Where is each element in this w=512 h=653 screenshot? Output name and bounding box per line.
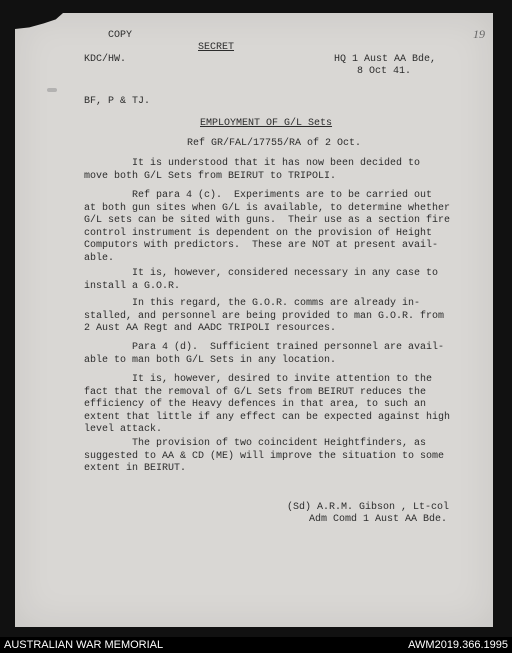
document-page	[15, 13, 493, 627]
footer-institution: AUSTRALIAN WAR MEMORIAL	[4, 639, 164, 651]
reference-line: Ref GR/FAL/17755/RA of 2 Oct.	[187, 138, 362, 149]
addressees: BF, P & TJ.	[84, 96, 151, 107]
copy-label: COPY	[108, 30, 133, 41]
paragraph-6: It is, however, desired to invite attention to the fact that the removal of G/L Sets from BEIRUT reduces the efficiency of the Heavy defences in that area, to such an extent that little if any effect can be expected against high level attack.	[84, 374, 451, 436]
footer-accession-number: AWM2019.366.1995	[408, 639, 508, 651]
paragraph-2: Ref para 4 (c). Experiments are to be carried out at both gun sites when G/L is available, to determine whether G/L sets can be sited with guns. Their use as a section fire control instrument is dependent on the provision of Height Computors with predictors. These are NOT at present avail- able.	[84, 190, 451, 264]
signature-title: Adm Comd 1 Aust AA Bde.	[309, 514, 448, 525]
paragraph-3: It is, however, considered necessary in any case to install a G.O.R.	[84, 268, 439, 292]
reference-code: KDC/HW.	[84, 54, 127, 65]
sender-address: HQ 1 Aust AA Bde,	[334, 54, 437, 65]
subject-heading: EMPLOYMENT OF G/L Sets	[200, 118, 333, 129]
signature-name: (Sd) A.R.M. Gibson , Lt-col	[287, 502, 450, 513]
paragraph-4: In this regard, the G.O.R. comms are already in- stalled, and personnel are being provided to man G.O.R. from 2 Aust AA Regt and AADC TRIPOLI resources.	[84, 298, 445, 335]
page-number: 19	[473, 27, 485, 41]
ink-smudge	[47, 88, 57, 92]
paragraph-1: It is understood that it has now been decided to move both G/L Sets from BEIRUT to TRIPOLI.	[84, 158, 421, 182]
paragraph-7: The provision of two coincident Heightfinders, as suggested to AA & CD (ME) will improve the situation to some extent in BEIRUT.	[84, 438, 445, 475]
torn-corner	[15, 13, 63, 29]
date-line: 8 Oct 41.	[357, 66, 412, 77]
secret-label: SECRET	[198, 42, 235, 53]
paragraph-5: Para 4 (d). Sufficient trained personnel are avail- able to man both G/L Sets in any location.	[84, 342, 445, 366]
archive-footer	[0, 637, 512, 653]
